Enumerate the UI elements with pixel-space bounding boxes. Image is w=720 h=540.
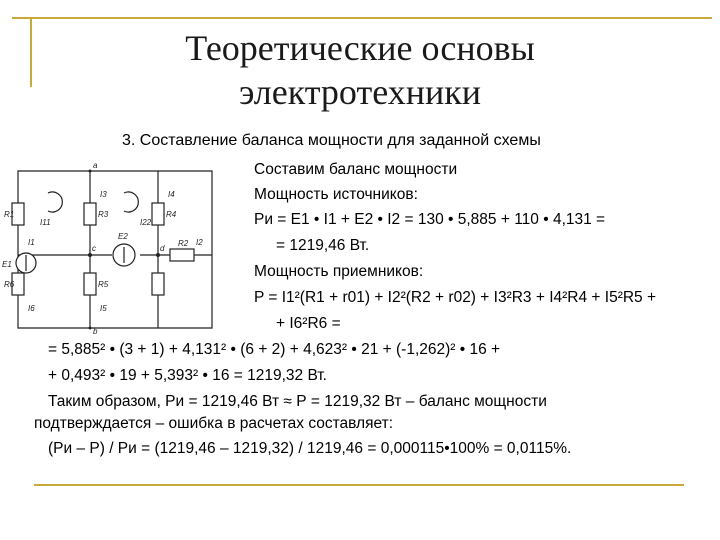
text-line-7: + I6²R6 = [276,315,341,332]
label-i3: I3 [100,190,107,199]
page-title [0,26,720,114]
resistor-r2 [170,249,194,261]
label-e1: E1 [2,260,12,269]
label-r5: R5 [98,280,109,289]
text-line-6: P = I1²(R1 + r01) + I2²(R2 + r02) + I3²R3 + I4²R4 + I5²R5 + [254,289,657,306]
text-line-11: подтверждается – ошибка в расчетах составляет: [34,415,394,432]
circuit-diagram [0,163,230,335]
label-b: b [93,327,98,335]
text-line-8: = 5,885² • (3 + 1) + 4,131² • (6 + 2) + 4,623² • 21 + (-1,262)² • 16 + [48,341,501,358]
label-i11: I11 [40,218,51,227]
label-r6: R6 [4,280,15,289]
label-r2: R2 [178,239,189,248]
frame-top-line [12,17,712,19]
resistor-r4 [152,203,164,225]
label-r3: R3 [98,210,109,219]
resistor-r5 [84,273,96,295]
resistor-r3 [84,203,96,225]
title-line-2: электротехники [239,72,481,112]
subtitle: 3. Составление баланса мощности для заданной схемы [122,132,541,149]
label-i1: I1 [28,238,35,247]
resistor-r5b [152,273,164,295]
frame-bottom-line [34,484,684,486]
text-line-2: Мощность источников: [254,186,418,203]
label-a: a [93,163,98,170]
text-line-10: Таким образом, Ри = 1219,46 Вт ≈ Р = 1219,32 Вт – баланс мощности [48,393,547,410]
label-i4: I4 [168,190,175,199]
label-i6: I6 [28,304,35,313]
label-i2: I2 [196,238,203,247]
text-line-1: Составим баланс мощности [254,161,458,178]
title-line-1: Теоретические основы [185,28,535,68]
text-line-4: = 1219,46 Вт. [276,237,370,254]
text-line-5: Мощность приемников: [254,263,424,280]
label-r4: R4 [166,210,177,219]
label-c: c [92,244,96,253]
label-e2: E2 [118,232,128,241]
label-i22: I22 [140,218,152,227]
text-line-3: Ри = Е1 • I1 + Е2 • I2 = 130 • 5,885 + 110 • 4,131 = [254,211,606,228]
label-i5: I5 [100,304,107,313]
label-r1: R1 [4,210,15,219]
text-line-9: + 0,493² • 19 + 5,393² • 16 = 1219,32 Вт. [48,367,327,384]
label-d: d [160,244,165,253]
text-line-12: (Ри – Р) / Ри = (1219,46 – 1219,32) / 1219,46 = 0,000115•100% = 0,0115%. [48,440,572,457]
